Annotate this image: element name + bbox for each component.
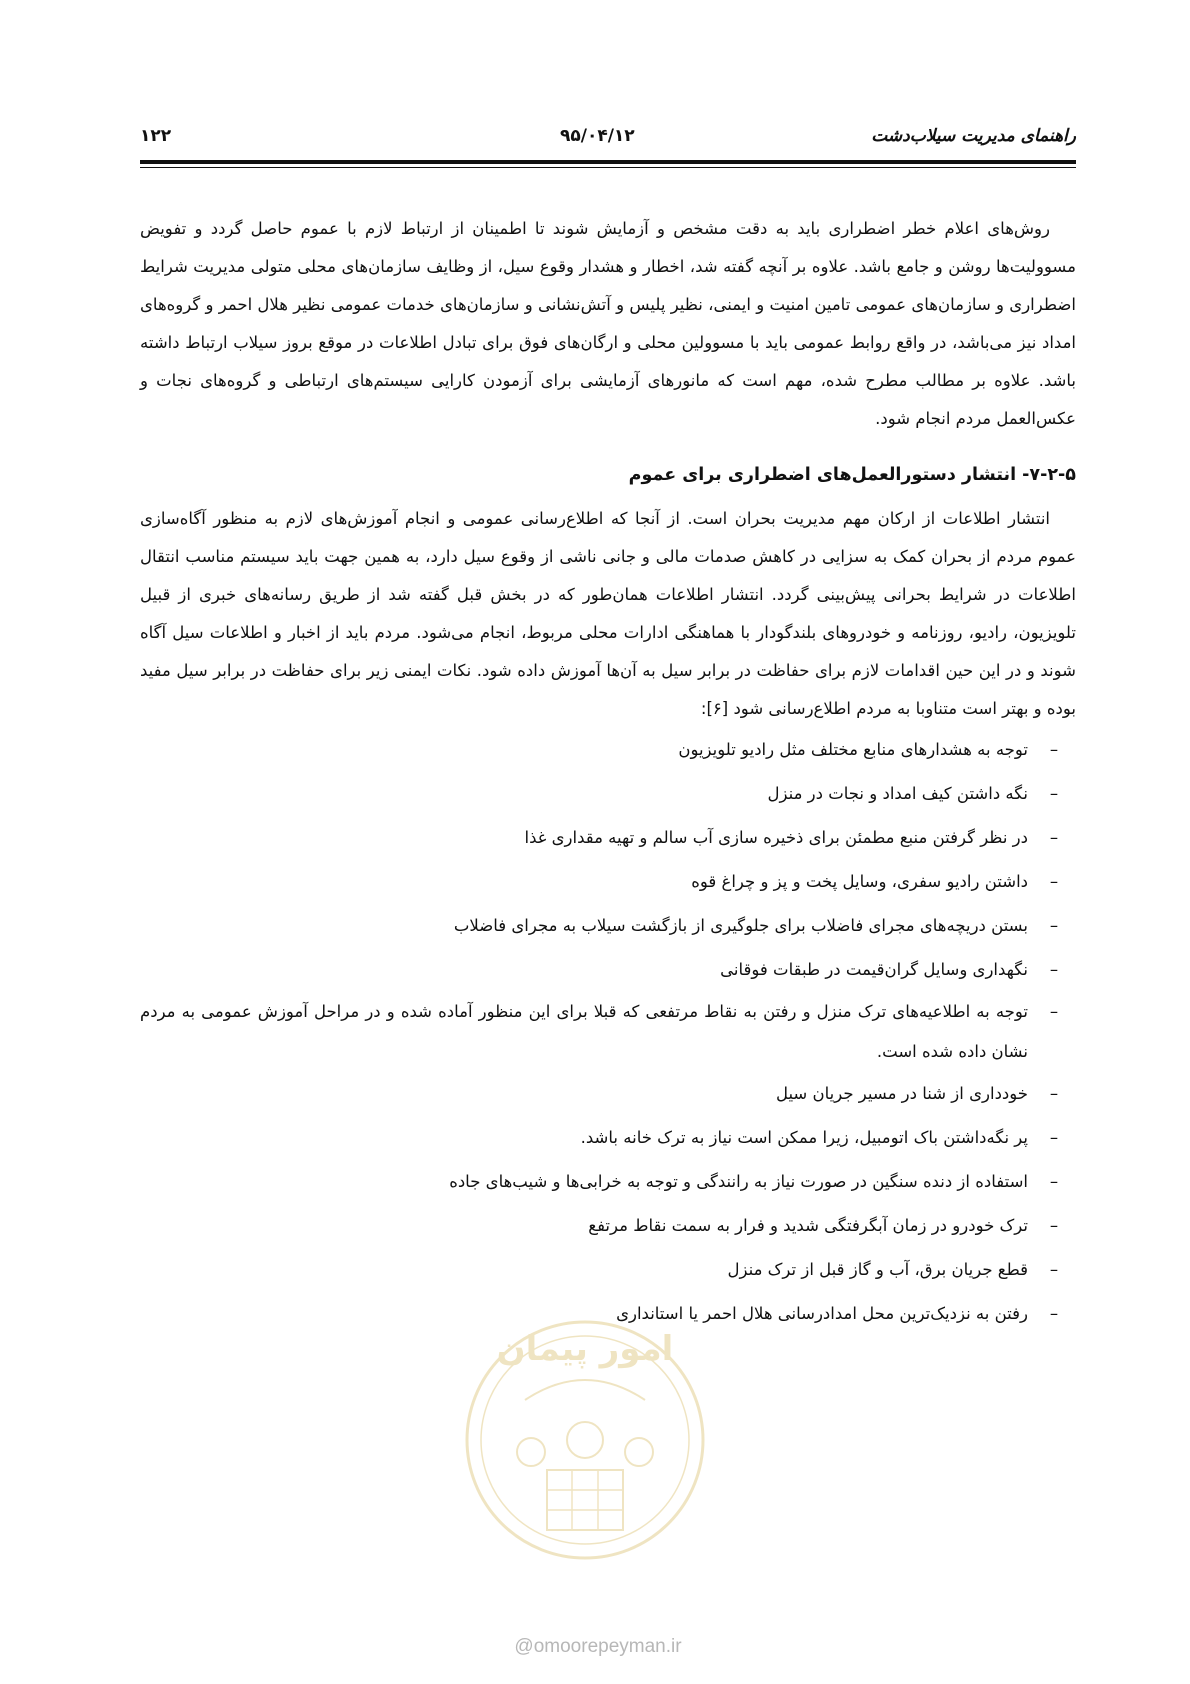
list-item	[140, 816, 1064, 860]
list-item-text: پر نگه‌داشتن باک اتومبیل، زیرا ممکن است نیاز به ترک خانه باشد.	[580, 1128, 1028, 1147]
list-item	[140, 1072, 1064, 1116]
dash-bullet-icon: –	[1049, 1172, 1059, 1191]
watermark-text: امور پیمان	[496, 1329, 674, 1369]
page-header	[140, 126, 1076, 152]
list-item	[140, 1292, 1064, 1336]
list-item-text: در نظر گرفتن منبع مطمئن برای ذخیره سازی آب سالم و تهیه مقداری غذا	[524, 828, 1028, 847]
list-item-text: نگه داشتن کیف امداد و نجات در منزل	[767, 784, 1028, 803]
list-item	[140, 1248, 1064, 1292]
page-body	[140, 210, 1076, 1336]
dash-bullet-icon: –	[1049, 872, 1059, 891]
dash-bullet-icon: –	[1049, 1260, 1059, 1279]
list-item-text: رفتن به نزدیک‌ترین محل امدادرسانی هلال احمر یا استانداری	[616, 1304, 1028, 1323]
header-divider-thin	[140, 167, 1076, 168]
list-item	[140, 772, 1064, 816]
list-item	[140, 860, 1064, 904]
dash-bullet-icon: –	[1049, 784, 1059, 803]
dash-bullet-icon: –	[1049, 1216, 1059, 1235]
dash-bullet-icon: –	[1049, 1304, 1059, 1323]
list-item-text: استفاده از دنده سنگین در صورت نیاز به رانندگی و توجه به خرابی‌ها و شیب‌های جاده	[449, 1172, 1028, 1191]
list-item-text: توجه به هشدارهای منابع مختلف مثل رادیو تلویزیون	[678, 740, 1028, 759]
list-item-text: داشتن رادیو سفری، وسایل پخت و پز و چراغ قوه	[691, 872, 1028, 891]
list-item-text: ترک خودرو در زمان آبگرفتگی شدید و فرار به سمت نقاط مرتفع	[588, 1216, 1028, 1235]
dash-bullet-icon: –	[1049, 916, 1059, 935]
dash-bullet-icon: –	[1049, 740, 1059, 759]
list-item-text: نگهداری وسایل گران‌قیمت در طبقات فوقانی	[720, 960, 1028, 979]
dash-bullet-icon: –	[1049, 1084, 1059, 1103]
list-item	[140, 1160, 1064, 1204]
safety-tips-list	[140, 728, 1076, 1336]
header-page-number: ۱۲۲	[140, 126, 172, 146]
dash-bullet-icon: –	[1049, 828, 1059, 847]
dash-bullet-icon: –	[1049, 1002, 1059, 1021]
intro-paragraph: روش‌های اعلام خطر اضطراری باید به دقت مشخص و آزمایش شوند تا اطمینان از ارتباط لازم با عموم حاصل گردد و تفویض مسوولیت‌ها روشن و جامع باشد. علاوه بر آنچه گفته شد، اخطار و هشدار وقوع سیل، از وظایف سازمان‌های محلی متولی مدیریت شرایط اضطراری و سازمان‌های عمومی تامین امنیت و ایمنی، نظیر پلیس و آتش‌نشانی و سازمان‌های خدمات عمومی نظیر هلال احمر و گروه‌های امداد نیز می‌باشد، در واقع روابط عمومی باید با مسوولین محلی و ارگان‌های فوق برای تبادل اطلاعات در موقع بروز سیلاب ارتباط داشته باشد. علاوه بر مطالب مطرح شده، مهم است که مانورهای آزمایشی برای آزمودن کارایی سیستم‌های ارتباطی و گروه‌های نجات و عکس‌العمل مردم انجام شود.	[140, 219, 1076, 428]
list-item	[140, 904, 1064, 948]
list-item	[140, 992, 1064, 1072]
list-item	[140, 728, 1064, 772]
list-item	[140, 1204, 1064, 1248]
header-divider-thick	[140, 160, 1076, 164]
list-item-text: توجه به اطلاعیه‌های ترک منزل و رفتن به نقاط مرتفعی که قبلا برای این منظور آماده شده و در مراحل آموزش عمومی به مردم نشان داده شده است.	[140, 1002, 1028, 1061]
list-item	[140, 1116, 1064, 1160]
dash-bullet-icon: –	[1049, 1128, 1059, 1147]
list-item-text: خودداری از شنا در مسیر جریان سیل	[775, 1084, 1028, 1103]
header-date: ۹۵/۰۴/۱۲	[560, 126, 635, 146]
watermark-url: @omoorepeyman.ir	[514, 1636, 682, 1657]
list-item-text: بستن دریچه‌های مجرای فاضلاب برای جلوگیری از بازگشت سیلاب به مجرای فاضلاب	[453, 916, 1028, 935]
list-item-text: قطع جریان برق، آب و گاز قبل از ترک منزل	[727, 1260, 1028, 1279]
list-item	[140, 948, 1064, 992]
watermark-seal-logo	[455, 1290, 715, 1610]
header-title: راهنمای مدیریت سیلاب‌دشت	[871, 126, 1076, 146]
dash-bullet-icon: –	[1049, 960, 1059, 979]
section-heading: ۷-۲-۵- انتشار دستورالعمل‌های اضطراری برای عموم	[628, 465, 1076, 485]
section-paragraph: انتشار اطلاعات از ارکان مهم مدیریت بحران است. از آنجا که اطلاع‌رسانی عمومی و انجام آموزش‌های لازم به منظور آگاه‌سازی عموم مردم از بحران کمک به سزایی در کاهش صدمات مالی و جانی ناشی از وقوع سیل دارد، به همین جهت باید سیستم مناسب انتقال اطلاعات در شرایط بحرانی پیش‌بینی گردد. انتشار اطلاعات همان‌طور که در بخش قبل گفته شد از طریق رسانه‌های خبری از قبیل تلویزیون، رادیو، روزنامه و خودروهای بلندگودار با هماهنگی ادارات محلی مربوط، انجام می‌شود. مردم باید از اخبار و اطلاعات سیل آگاه شوند و در این حین اقدامات لازم برای حفاظت در برابر سیل به آن‌ها آموزش داده شود. نکات ایمنی زیر برای حفاظت در برابر سیل مفید بوده و بهتر است متناوبا به مردم اطلاع‌رسانی شود [۶]:	[140, 509, 1076, 718]
